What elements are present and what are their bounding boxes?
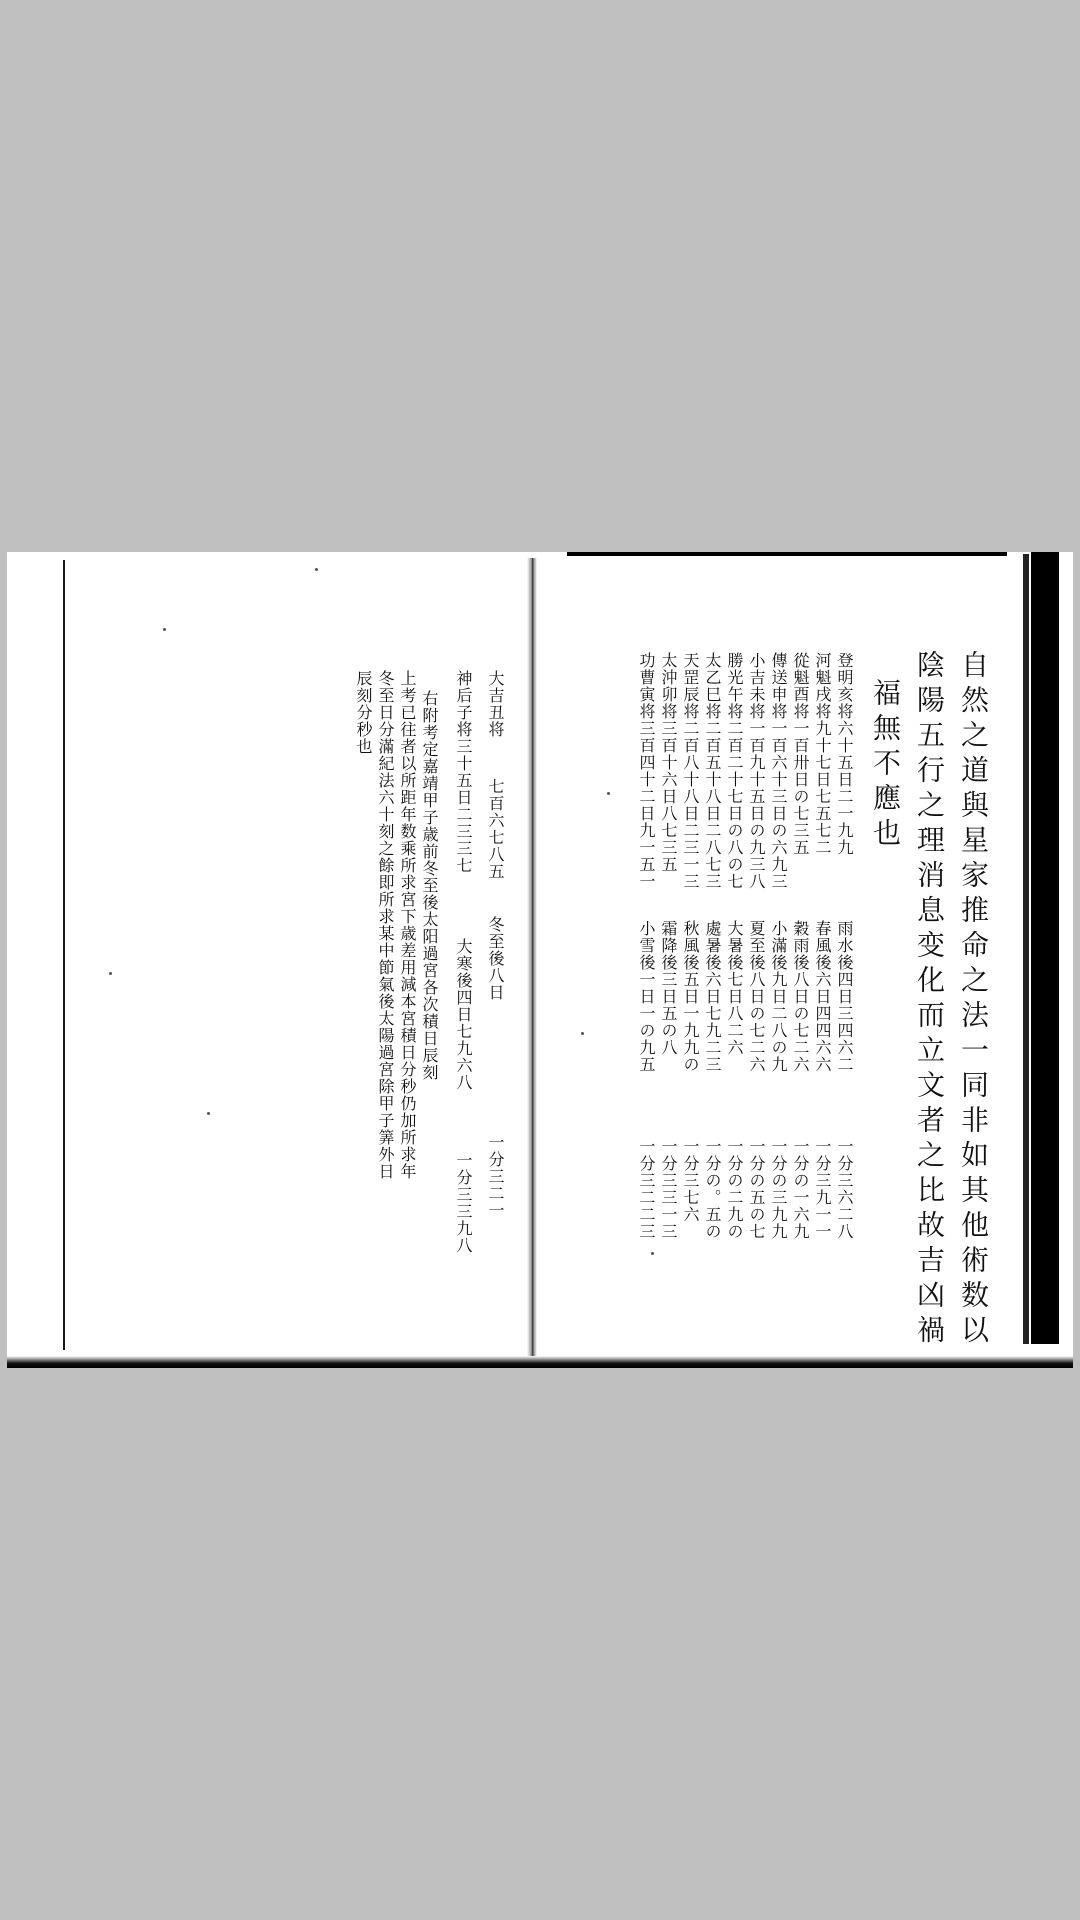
solar-term-row: 春風後六日四四六六	[813, 920, 832, 1073]
left-table-row-1-term	[483, 916, 507, 1026]
solar-term-row: 霜降後三日五の八	[659, 920, 678, 1056]
main-text-column-3	[865, 678, 905, 978]
left-table-row-1-name	[483, 670, 507, 780]
fore-edge-dark	[1031, 552, 1059, 1344]
solar-term-row: 夏至後八日の七二六	[747, 920, 766, 1073]
left-table-cell: 一分三三九八	[454, 1152, 473, 1254]
note-text: 上考已往者以所距年数乘所求宮下歳差用減本宮積日分秒仍加所求年	[398, 670, 417, 1180]
solar-terms-table	[635, 920, 855, 1120]
fraction-row: 一分三六二八	[835, 1138, 854, 1240]
scanned-book-spread	[7, 552, 1073, 1368]
solar-term-row: 大暑後七日八二六	[725, 920, 744, 1056]
left-table-row-2-fraction	[451, 1152, 475, 1262]
generals-row: 太乙巳将二百五十八日二八七三	[703, 652, 722, 890]
main-text-line: 福無不應也	[869, 678, 902, 853]
note-text: 辰刻分秒也	[354, 670, 373, 755]
book-fore-edge	[1011, 552, 1073, 1352]
left-table-row-2-name	[451, 670, 475, 910]
scan-speck	[607, 792, 610, 795]
generals-table	[635, 652, 855, 892]
fraction-row: 一分の五の七	[747, 1138, 766, 1240]
solar-term-row: 小雪後一日一の九五	[637, 920, 656, 1073]
generals-row: 勝光午将二百二十七日の八の七	[725, 652, 744, 890]
main-text-line: 自然之道與星家推命之法一同非如其他術数以	[957, 650, 990, 1350]
solar-term-row: 小滿後九日二八の九	[769, 920, 788, 1073]
note-text: 右附考定嘉靖甲子歳前冬至後太阳過宮各次積日辰刻	[420, 690, 439, 1081]
right-page	[541, 552, 1073, 1368]
scan-speck	[581, 1032, 584, 1035]
generals-row: 登明亥将六十五日二一九九	[835, 652, 854, 856]
note-column-2	[395, 670, 419, 1330]
fraction-row: 一分の三九九	[769, 1138, 788, 1240]
main-text-column-1	[953, 650, 993, 1350]
left-table-row-2-term	[451, 938, 475, 1118]
page-top-edge	[567, 552, 1007, 556]
solar-term-row: 處暑後六日七九二三	[703, 920, 722, 1073]
fore-edge-shadow	[1023, 554, 1029, 1344]
note-column-3	[373, 670, 397, 1330]
left-table-cell: 大寒後四日七九六八	[454, 938, 473, 1091]
fraction-row: 一分三三一三	[659, 1138, 678, 1240]
page-margin-line	[63, 560, 65, 1350]
book-spine	[527, 558, 537, 1364]
scan-speck	[207, 1112, 210, 1115]
left-page	[7, 552, 537, 1368]
left-table-cell: 七百六七八五	[486, 778, 505, 880]
fraction-row: 一分三七六	[681, 1138, 700, 1223]
main-text-column-2	[909, 650, 949, 1350]
note-column-4	[351, 670, 375, 870]
scan-speck	[315, 568, 318, 571]
scan-speck	[163, 628, 166, 631]
generals-row: 小吉未将一百九十五日の九三八	[747, 652, 766, 890]
fraction-row: 一分の二九の	[725, 1138, 744, 1240]
solar-term-row: 秋風後五日一九九の	[681, 920, 700, 1073]
fractions-table	[635, 1138, 855, 1288]
generals-row: 天罡辰将二百八十八日二三一三	[681, 652, 700, 890]
left-table-row-1-fraction	[483, 1134, 507, 1244]
left-table-cell: 一分三二一	[486, 1134, 505, 1219]
generals-row: 功曹寅将三百四十二日九一五一	[637, 652, 656, 890]
solar-term-row: 穀雨後八日の七二六	[791, 920, 810, 1073]
left-table-row-1-value	[483, 778, 507, 888]
left-table-cell: 冬至後八日	[486, 916, 505, 1001]
generals-row: 太沖卯将三百十六日八七三五	[659, 652, 678, 873]
page-bottom-edge	[7, 1356, 1073, 1368]
scan-speck	[651, 1252, 654, 1255]
generals-row: 從魁酉将一百卅日の七三五	[791, 652, 810, 856]
main-text-line: 陰陽五行之理消息变化而立文者之比故吉凶禍	[913, 650, 946, 1350]
solar-term-row: 雨水後四日三四六二	[835, 920, 854, 1073]
left-table-cell: 大吉丑将	[486, 670, 505, 738]
fraction-row: 一分の。五の	[703, 1138, 722, 1240]
note-column-1	[417, 690, 441, 1330]
scan-speck	[109, 972, 112, 975]
left-table-cell: 神后子将三十五日二三三七	[454, 670, 473, 874]
fraction-row: 一分の一六九	[791, 1138, 810, 1240]
fraction-row: 一分三九一一	[813, 1138, 832, 1240]
fraction-row: 一分三二二三	[637, 1138, 656, 1240]
note-text: 冬至日分滿紀法六十刻之餘即所求某中節氣後太陽過宮除甲子筭外日	[376, 670, 395, 1180]
generals-row: 河魁戌将九十七日七五七二	[813, 652, 832, 856]
generals-row: 傳送申将一百六十三日の六九三	[769, 652, 788, 890]
